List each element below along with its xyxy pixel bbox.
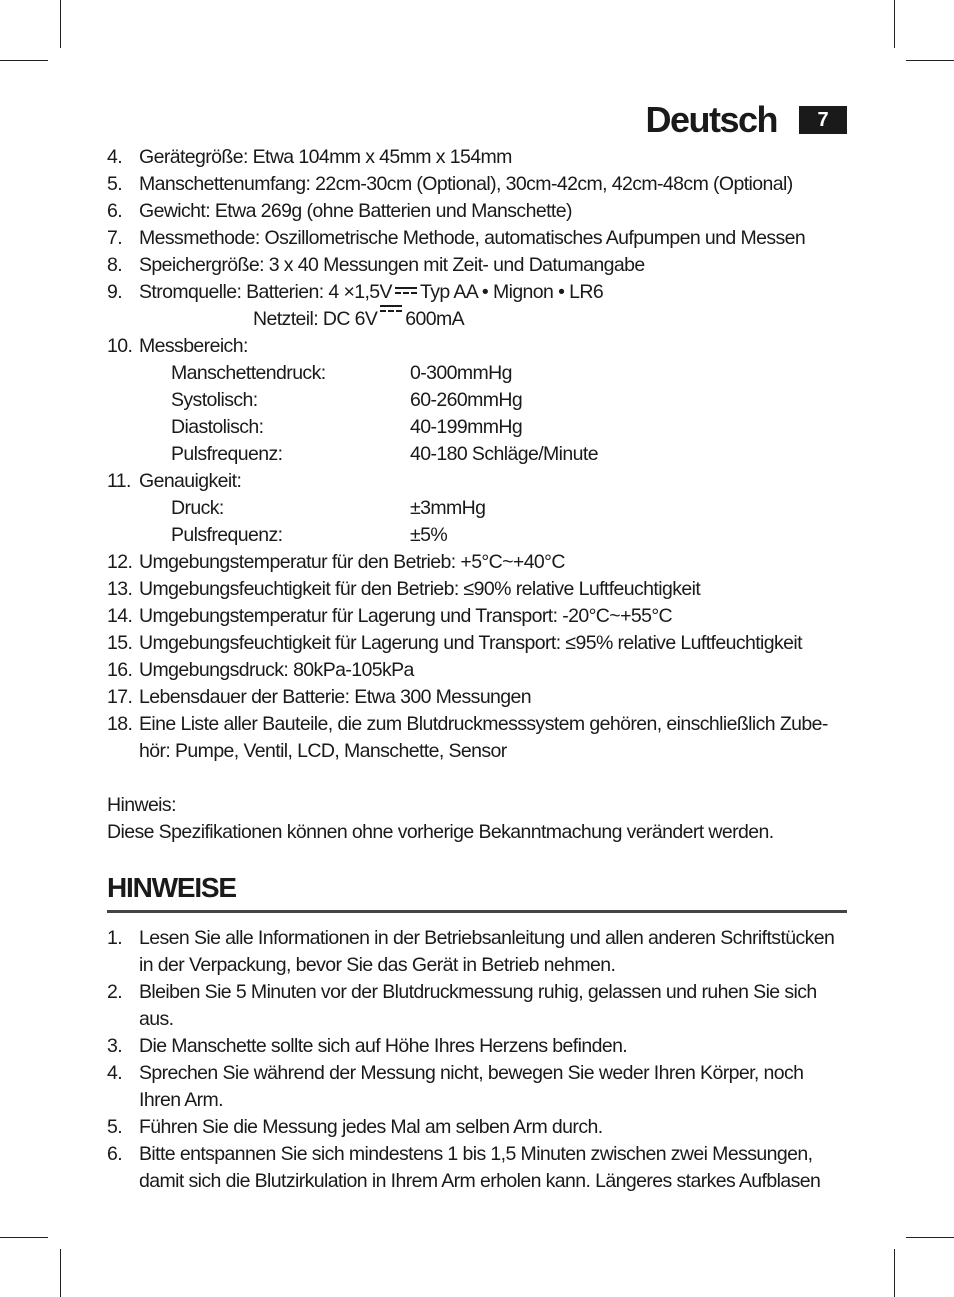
dc-symbol-icon [380, 305, 402, 315]
page-number: 7 [799, 106, 847, 134]
spec-subitem: Manschettendruck: 0-300mmHg [171, 362, 512, 384]
spec-subitem: Systolisch: 60-260mmHg [171, 389, 523, 411]
list-item: 16. Umgebungsdruck: 80kPa-105kPa [107, 659, 414, 681]
list-item: 4. Sprechen Sie während der Messung nicht, bewegen Sie weder Ihren Körper, noch Ihren Arm. [107, 1062, 804, 1111]
note-text: Diese Spezifikationen können ohne vorherige Bekanntmachung verändert werden. [107, 821, 774, 843]
battery-spec: Batterien: 4 ×1,5V [246, 281, 392, 303]
language-title: Deutsch [645, 99, 777, 140]
note-label: Hinweis: [107, 794, 176, 816]
list-item: 18. Eine Liste aller Bauteile, die zum Blutdruckmesssystem gehören, einschließlich Zube-hör: Pumpe, Ventil, LCD, Manschette, Sensor [107, 713, 828, 762]
list-item: 4. Gerätegröße: Etwa 104mm x 45mm x 154mm [107, 146, 512, 168]
list-item: 17. Lebensdauer der Batterie: Etwa 300 Messungen [107, 686, 532, 708]
list-item: 11. Genauigkeit: [107, 470, 242, 492]
list-item: 3. Die Manschette sollte sich auf Höhe Ihres Herzens befinden. [107, 1035, 628, 1057]
section-heading: HINWEISE [107, 872, 847, 913]
list-item: 8. Speichergröße: 3 x 40 Messungen mit Zeit- und Datumangabe [107, 254, 645, 276]
spec-subitem: Druck: ±3mmHg [171, 497, 486, 519]
crop-mark [60, 0, 61, 48]
crop-mark [0, 60, 48, 61]
adapter-line: Netzteil: DC 6V 600mA [107, 306, 847, 333]
list-item: 14. Umgebungstemperatur für Lagerung und Transport: -20°C~+55°C [107, 605, 673, 627]
crop-mark [906, 60, 954, 61]
list-item: 5. Führen Sie die Messung jedes Mal am selben Arm durch. [107, 1116, 603, 1138]
list-item: 12. Umgebungstemperatur für den Betrieb: +5°C~+40°C [107, 551, 565, 573]
list-item: 1. Lesen Sie alle Informationen in der Betriebsanleitung und allen anderen Schriftstücken in der Verpackung, bevor Sie das Gerät in Betrieb nehmen. [107, 927, 835, 976]
crop-mark [0, 1237, 48, 1238]
dc-symbol-icon [395, 287, 417, 297]
crop-mark [906, 1237, 954, 1238]
specification-list [107, 144, 847, 846]
list-item: 2. Bleiben Sie 5 Minuten vor der Blutdruckmessung ruhig, gelassen und ruhen Sie sich aus. [107, 981, 817, 1030]
list-item: 7. Messmethode: Oszillometrische Methode, automatisches Aufpumpen und Messen [107, 227, 806, 249]
spec-subitem: Pulsfrequenz: ±5% [171, 524, 448, 546]
list-item: 5. Manschettenumfang: 22cm-30cm (Optional), 30cm-42cm, 42cm-48cm (Optional) [107, 173, 793, 195]
adapter-spec: Netzteil: DC 6V [253, 308, 378, 330]
crop-mark [894, 1249, 895, 1297]
spec-subitem: Pulsfrequenz: 40-180 Schläge/Minute [171, 443, 598, 465]
list-item: 15. Umgebungsfeuchtigkeit für Lagerung und Transport: ≤95% relative Luftfeuchtigkeit [107, 632, 802, 654]
crop-mark [60, 1249, 61, 1297]
list-item: 10. Messbereich: [107, 335, 248, 357]
list-item: 6. Bitte entspannen Sie sich mindestens 1 bis 1,5 Minuten zwischen zwei Messungen, damit sich die Blutzirkulation in Ihrem Arm erholen kann. Längeres starkes Aufblasen [107, 1143, 821, 1192]
page-header [645, 98, 847, 142]
list-item: 13. Umgebungsfeuchtigkeit für den Betrieb: ≤90% relative Luftfeuchtigkeit [107, 578, 701, 600]
hinweise-list [107, 925, 847, 1195]
crop-mark [894, 0, 895, 48]
power-source-item: 9. Stromquelle: Batterien: 4 ×1,5V Typ AA • Mignon • LR6 [107, 281, 604, 303]
power-label: Stromquelle: [139, 281, 242, 303]
list-item: 6. Gewicht: Etwa 269g (ohne Batterien und Manschette) [107, 200, 572, 222]
spec-subitem: Diastolisch: 40-199mmHg [171, 416, 523, 438]
